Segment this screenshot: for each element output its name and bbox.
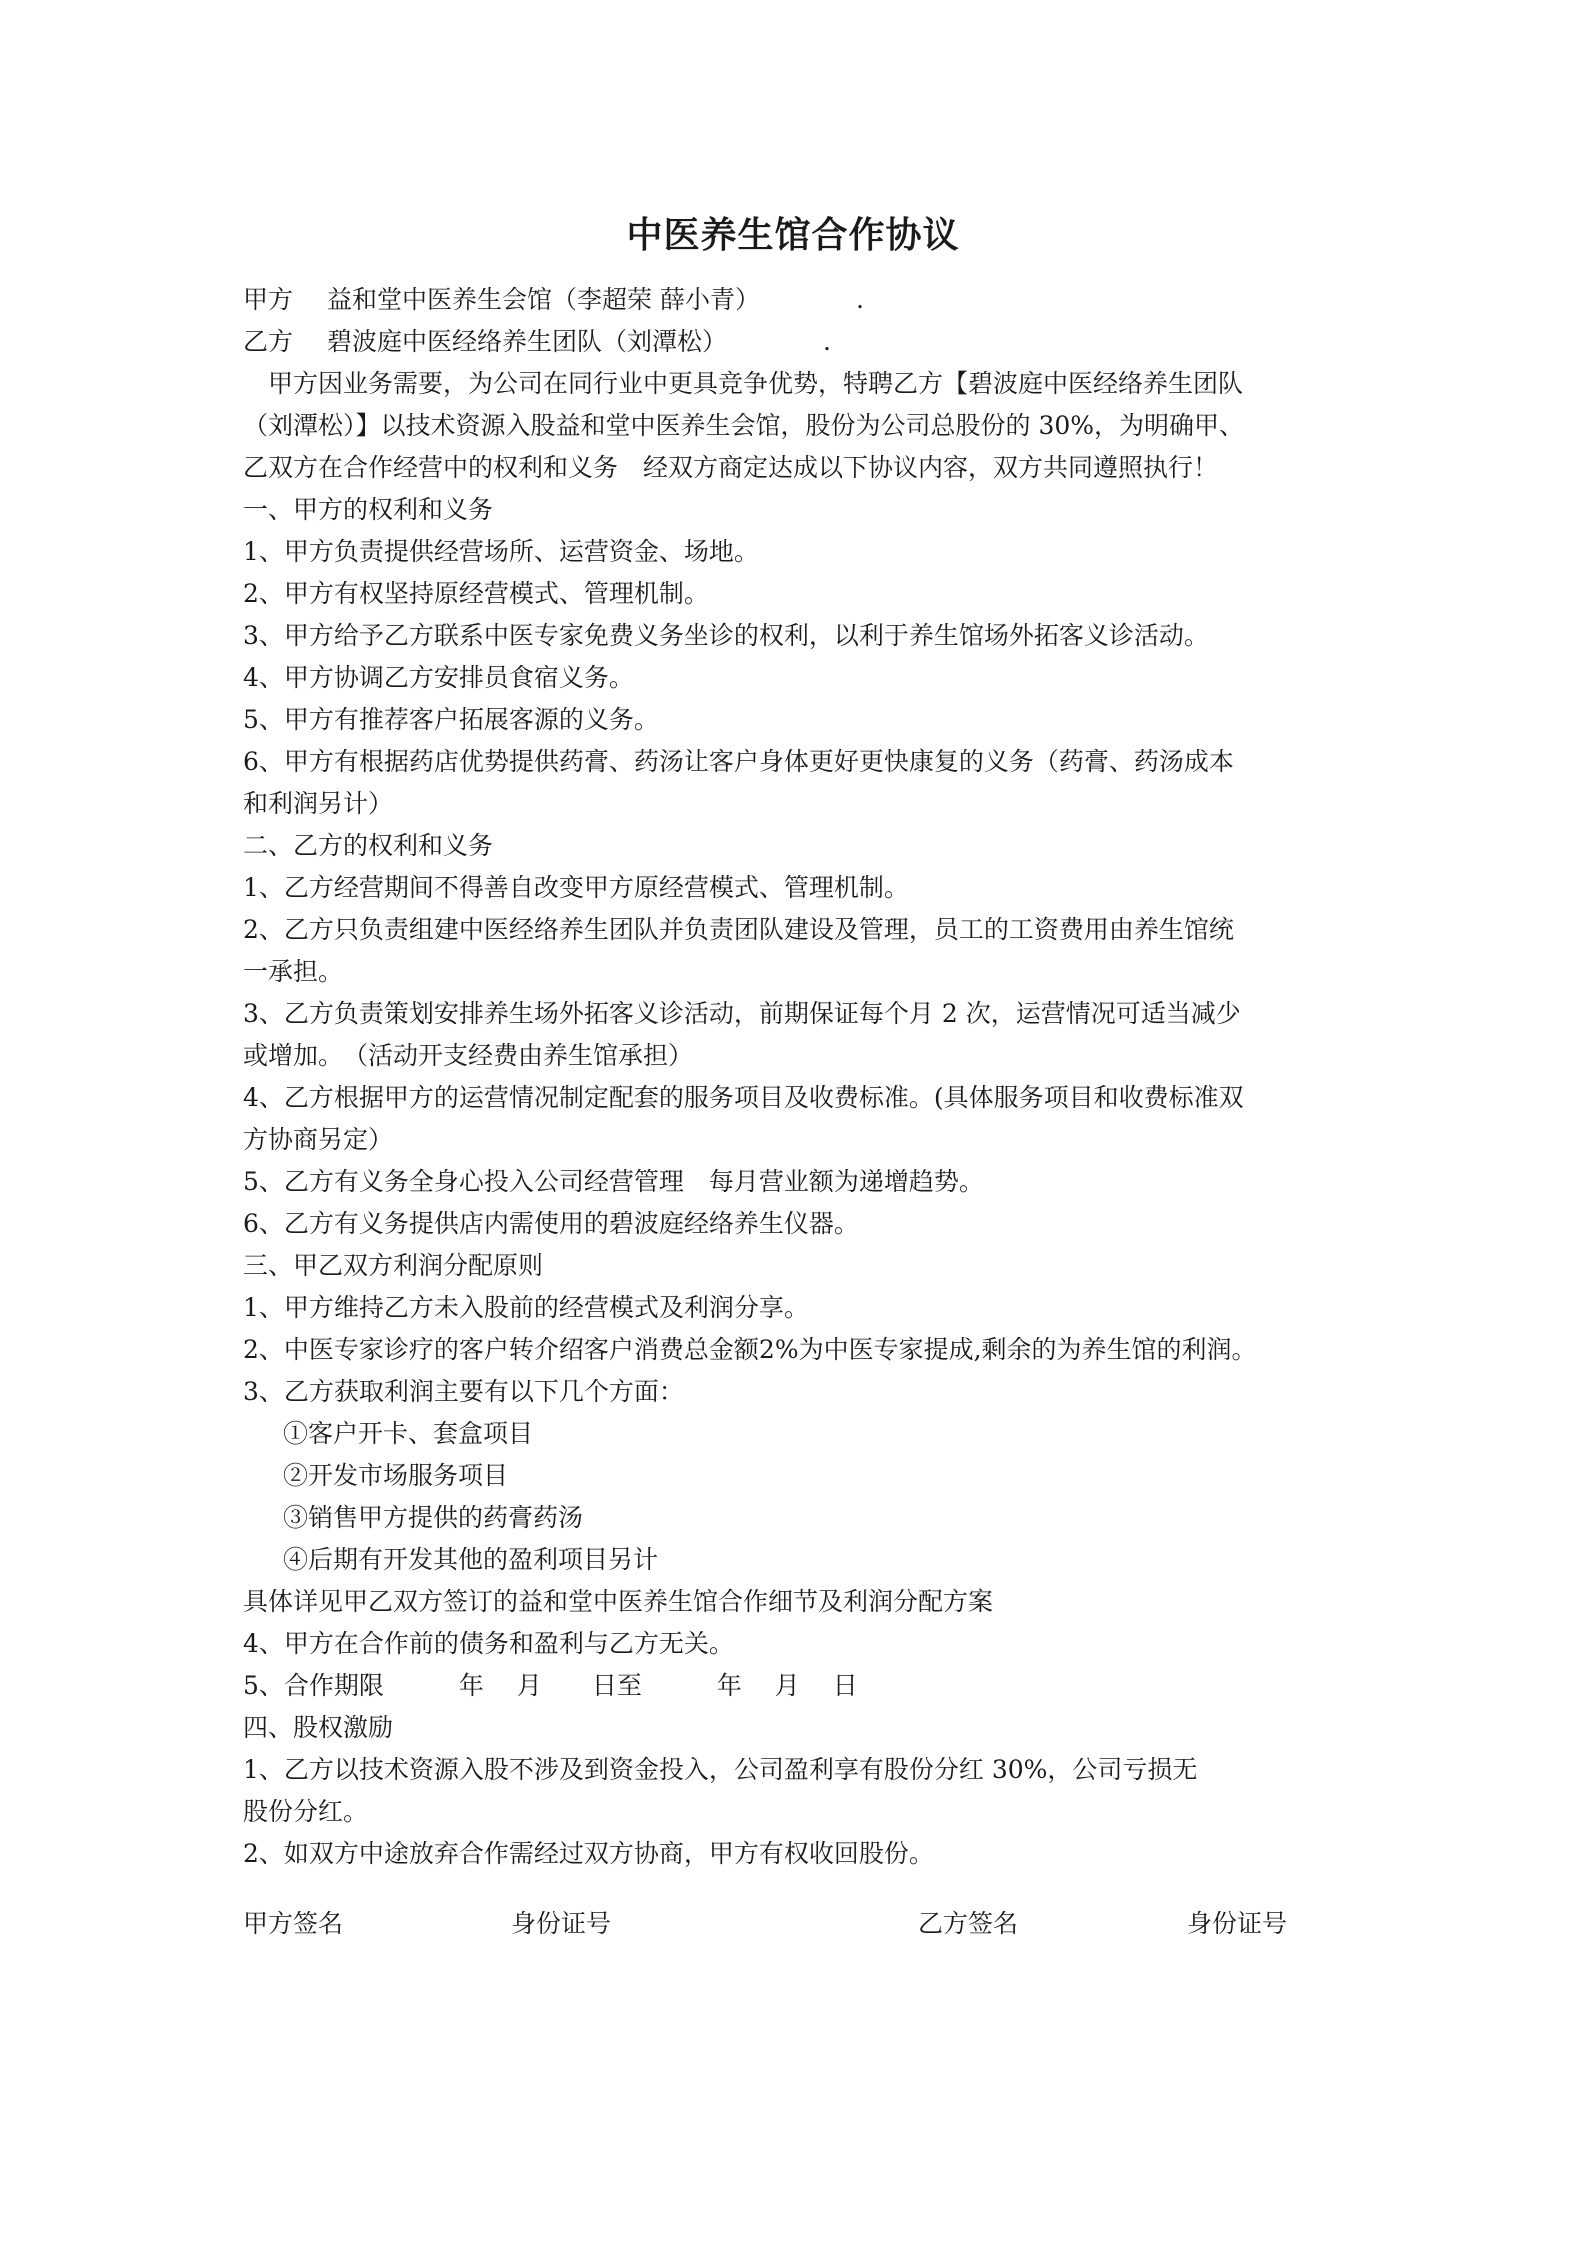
section1-item-1: 1、甲方负责提供经营场所、运营资金、场地。 — [243, 537, 759, 566]
section3-item-2: 2、中医专家诊疗的客户转介绍客户消费总金额2%为中医专家提成,剩余的为养生馆的利润。 — [243, 1335, 1257, 1364]
section3-item-3: 3、乙方获取利润主要有以下几个方面： — [243, 1377, 684, 1406]
section4-item-1: 1、乙方以技术资源入股不涉及到资金投入，公司盈利享有股份分红 30%，公司亏损无 — [243, 1755, 1198, 1784]
section1-item-6-cont: 和利润另计） — [243, 789, 394, 818]
section1-item-2: 2、甲方有权坚持原经营模式、管理机制。 — [243, 579, 709, 608]
party-b-label: 乙方 — [243, 327, 294, 356]
section3-sub-item-4: ④后期有开发其他的盈利项目另计 — [283, 1545, 659, 1574]
section2-item-4: 4、乙方根据甲方的运营情况制定配套的服务项目及收费标准。(具体服务项目和收费标准双 — [243, 1083, 1244, 1112]
party-b-line — [243, 325, 831, 359]
section1-item-5: 5、甲方有推荐客户拓展客源的义务。 — [243, 705, 659, 734]
intro-line-2: （刘潭松）】以技术资源入股益和堂中医养生会馆，股份为公司总股份的 30%，为明确甲、 — [243, 411, 1245, 440]
section3-item-1: 1、甲方维持乙方未入股前的经营模式及利润分享。 — [243, 1293, 809, 1322]
intro-line-1: 甲方因业务需要，为公司在同行业中更具竞争优势，特聘乙方【碧波庭中医经络养生团队 — [268, 369, 1244, 398]
section2-item-3-cont: 或增加。 （活动开支经费由养生馆承担） — [243, 1041, 694, 1070]
party-b-signature-label: 乙方签名 — [918, 1909, 1019, 1938]
party-b-trail: . — [823, 327, 831, 356]
section1-item-6: 6、甲方有根据药店优势提供药膏、药汤让客户身体更好更快康复的义务（药膏、药汤成本 — [243, 747, 1234, 776]
party-a-trail: . — [855, 285, 864, 314]
section4-item-2: 2、如双方中途放弃合作需经过双方协商，甲方有权收回股份。 — [243, 1839, 934, 1868]
section3-sub-item-3: ③销售甲方提供的药膏药汤 — [283, 1503, 584, 1532]
section3-sub-item-2: ②开发市场服务项目 — [283, 1461, 509, 1490]
party-a-label: 甲方 — [243, 285, 294, 314]
party-b-id-label: 身份证号 — [1187, 1909, 1288, 1938]
party-a-id-label: 身份证号 — [511, 1909, 612, 1938]
section3-sub-item-1: ①客户开卡、套盒项目 — [283, 1419, 534, 1448]
section2-item-5: 5、乙方有义务全身心投入公司经营管理 每月营业额为递增趋势。 — [243, 1167, 984, 1196]
section2-heading: 二、乙方的权利和义务 — [243, 831, 494, 860]
section3-note: 具体详见甲乙双方签订的益和堂中医养生馆合作细节及利润分配方案 — [243, 1587, 994, 1616]
section1-item-3: 3、甲方给予乙方联系中医专家免费义务坐诊的权利，以利于养生馆场外拓客义诊活动。 — [243, 621, 1209, 650]
section1-item-4: 4、甲方协调乙方安排员食宿义务。 — [243, 663, 634, 692]
party-a-line — [243, 283, 864, 317]
intro-line-3: 乙双方在合作经营中的权利和义务 经双方商定达成以下协议内容，双方共同遵照执行！ — [243, 453, 1219, 482]
section2-item-2: 2、乙方只负责组建中医经络养生团队并负责团队建设及管理，员工的工资费用由养生馆统 — [243, 915, 1234, 944]
party-a-signature-label: 甲方签名 — [243, 1909, 344, 1938]
document-title: 中医养生馆合作协议 — [626, 214, 960, 256]
section2-item-6: 6、乙方有义务提供店内需使用的碧波庭经络养生仪器。 — [243, 1209, 859, 1238]
party-a-name: 益和堂中医养生会馆（李超荣 薛小青） — [327, 285, 760, 314]
section3-item-4: 4、甲方在合作前的债务和盈利与乙方无关。 — [243, 1629, 734, 1658]
section4-item-1-cont: 股份分红。 — [243, 1797, 369, 1826]
section3-item-5: 5、合作期限 年 月 日至 年 月 日 — [243, 1671, 858, 1700]
section4-heading: 四、股权激励 — [243, 1713, 394, 1742]
section3-heading: 三、甲乙双方利润分配原则 — [243, 1251, 544, 1280]
party-b-name: 碧波庭中医经络养生团队（刘潭松） — [327, 327, 728, 356]
section2-item-4-cont: 方协商另定） — [243, 1125, 394, 1154]
section2-item-3: 3、乙方负责策划安排养生场外拓客义诊活动，前期保证每个月 2 次，运营情况可适当减少 — [243, 999, 1241, 1028]
section2-item-2-cont: 一承担。 — [243, 957, 344, 986]
section2-item-1: 1、乙方经营期间不得善自改变甲方原经营模式、管理机制。 — [243, 873, 909, 902]
section1-heading: 一、甲方的权利和义务 — [243, 495, 494, 524]
